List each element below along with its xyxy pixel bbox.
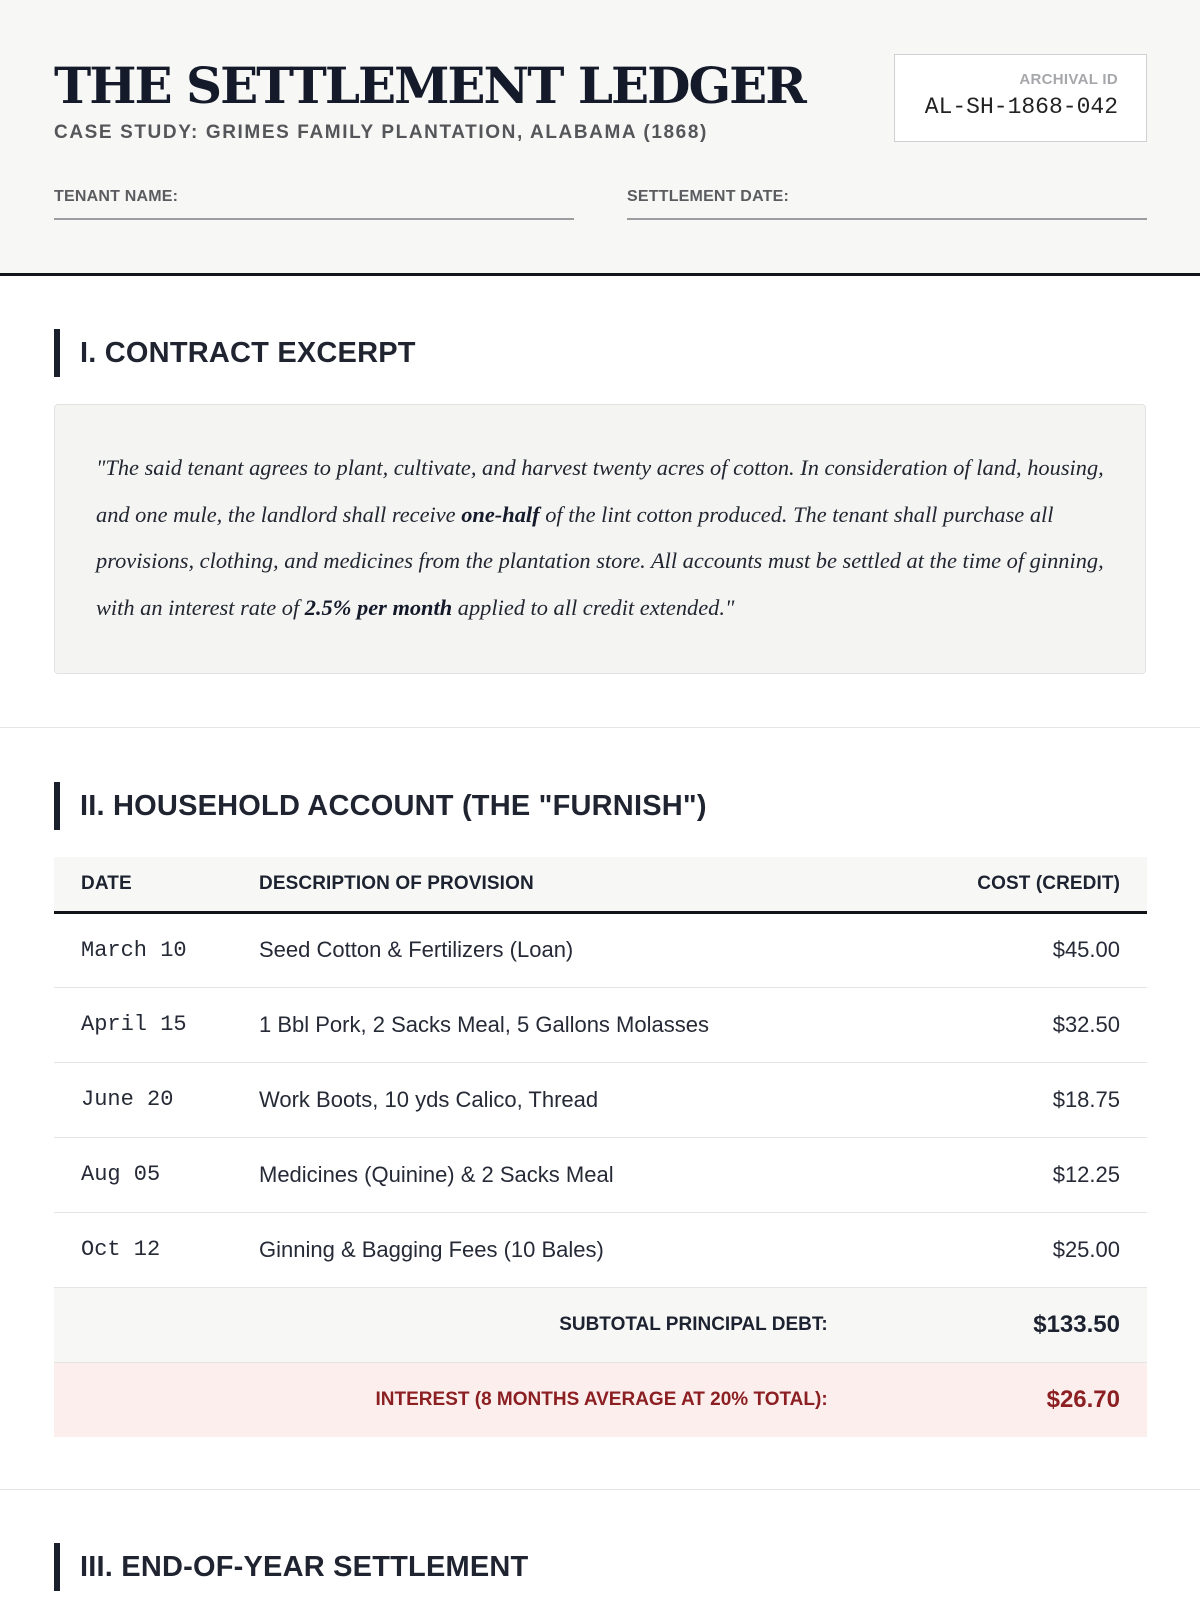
tenant-name-label: TENANT NAME: [54,188,179,205]
interest-row [54,1362,1147,1437]
contract-text-3: applied to all credit extended." [452,594,735,620]
column-header-cost: COST (CREDIT) [977,872,1120,894]
contract-bold-interest: 2.5% per month [304,594,453,620]
archival-id-label: ARCHIVAL ID [1019,71,1118,88]
contract-quote [54,404,1146,674]
interest-label: INTEREST (8 MONTHS AVERAGE AT 20% TOTAL): [375,1388,828,1410]
row-cost: $32.50 [1052,1011,1120,1037]
household-heading-text: II. HOUSEHOLD ACCOUNT (THE "FURNISH") [80,789,707,822]
row-cost: $45.00 [1052,937,1120,962]
row-date: April 15 [81,1012,187,1037]
archival-id-box [894,54,1147,142]
contract-text-1: "The said tenant agrees to plant, cultivate, and harvest twenty acres of cotton. In consideration of land, housing, and one mule, the landlord shall receive [96,455,1104,527]
interest-value: $26.70 [1046,1385,1120,1413]
row-cost: $12.25 [1052,1161,1120,1187]
section-marker [54,782,60,830]
row-description: Medicines (Quinine) & 2 Sacks Meal [259,1161,614,1187]
contract-heading-text: I. CONTRACT EXCERPT [80,336,416,369]
page-title: THE SETTLEMENT LEDGER [54,56,805,115]
settlement-date-field[interactable] [627,188,1147,220]
column-header-date: DATE [81,872,132,894]
subtotal-value: $133.50 [1033,1310,1120,1338]
subtotal-label: SUBTOTAL PRINCIPAL DEBT: [559,1313,828,1335]
row-cost: $25.00 [1052,1236,1120,1262]
row-description: Work Boots, 10 yds Calico, Thread [259,1086,599,1112]
household-heading [54,782,1146,830]
archival-id-value: AL-SH-1868-042 [924,94,1118,120]
household-section [0,782,1200,1437]
row-description: Seed Cotton & Fertilizers (Loan) [259,937,574,962]
section-divider [0,727,1200,728]
settlement-heading-text: III. END-OF-YEAR SETTLEMENT [80,1550,529,1583]
document-header [0,0,1200,276]
contract-heading [54,329,1146,377]
section-marker [54,329,60,377]
row-date: Aug 05 [81,1162,161,1187]
page-subtitle: CASE STUDY: GRIMES FAMILY PLANTATION, ALABAMA (1868) [54,122,708,143]
section-marker [54,1543,60,1591]
settlement-heading [54,1543,1146,1591]
row-cost: $18.75 [1052,1086,1120,1112]
table-row [54,987,1147,1062]
table-row [54,912,1147,987]
settlement-date-label: SETTLEMENT DATE: [627,188,790,205]
table-row [54,1062,1147,1137]
contract-text-2: of the lint cotton produced. The tenant shall purchase all provisions, clothing, and medicines from the plantation store. All accounts must be settled at the time of ginning, with an interest rate of [96,501,1104,620]
row-description: 1 Bbl Pork, 2 Sacks Meal, 5 Gallons Molasses [259,1011,709,1037]
tenant-name-field[interactable] [54,188,574,220]
row-description: Ginning & Bagging Fees (10 Bales) [259,1236,604,1262]
table-header-row [54,857,1147,912]
contract-bold-share: one-half [461,501,540,527]
row-date: Oct 12 [81,1237,161,1262]
row-date: June 20 [81,1087,174,1112]
column-header-description: DESCRIPTION OF PROVISION [259,872,534,894]
table-row [54,1212,1147,1287]
section-divider [0,1489,1200,1490]
settlement-section [0,1543,1200,1591]
row-date: March 10 [81,937,187,963]
contract-section [0,329,1200,674]
household-ledger-table [54,857,1147,1437]
subtotal-row [54,1287,1147,1362]
table-row [54,1137,1147,1212]
